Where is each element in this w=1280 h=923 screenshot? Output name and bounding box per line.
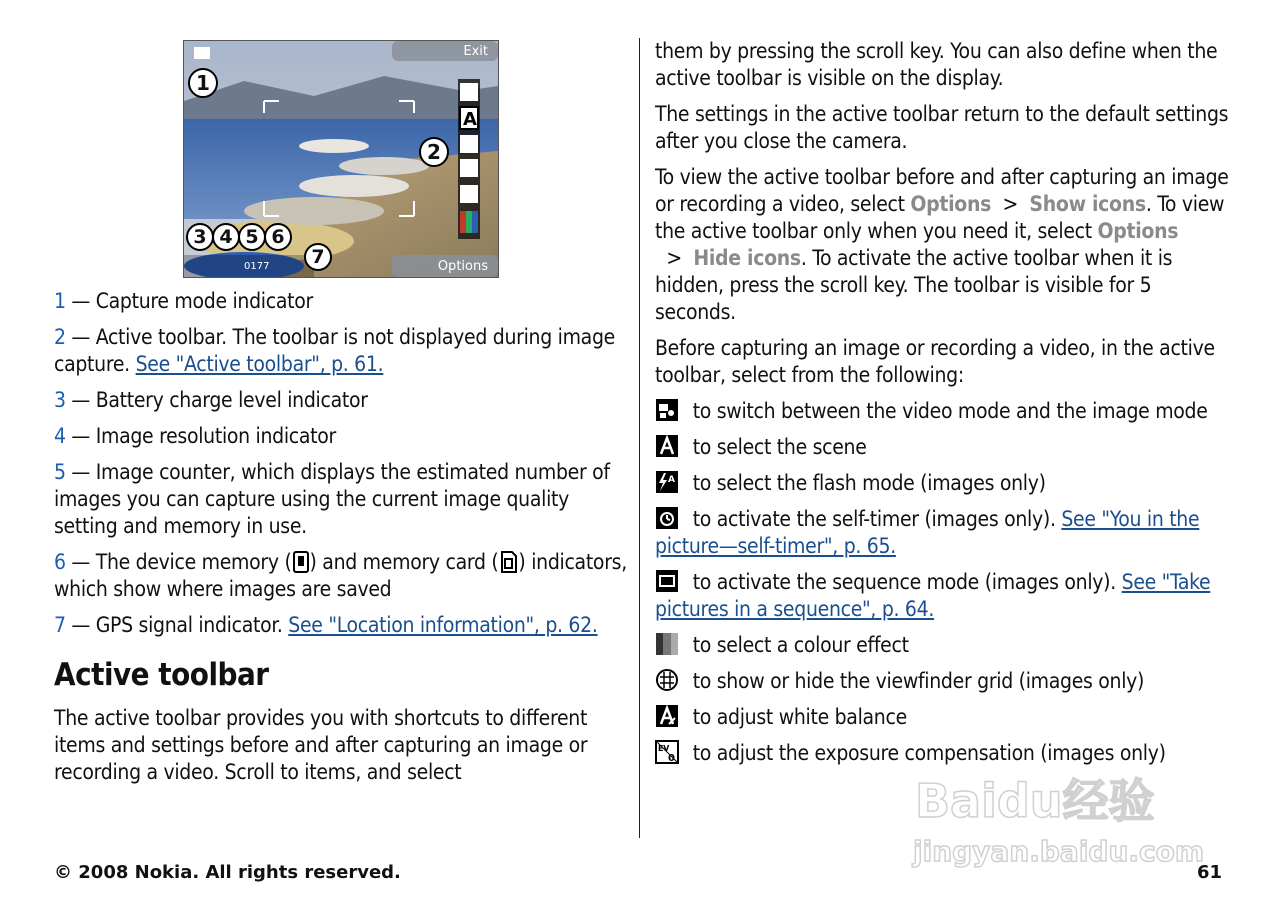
watermark-logo: Baidu经验 xyxy=(915,774,1155,828)
options-label[interactable]: Options xyxy=(437,259,488,274)
camera-viewfinder-screenshot xyxy=(183,40,499,278)
intro-paragraph: The active toolbar provides you with shortcuts to different items and settings before and after capturing an image or recording a video. Scroll to items, and select xyxy=(54,706,588,784)
option-grid: to show or hide the viewfinder grid (images only) xyxy=(655,668,1230,695)
svg-text:EV: EV xyxy=(658,744,670,753)
column-divider xyxy=(639,38,640,838)
self-timer-icon xyxy=(655,506,679,530)
callout-6: 6 xyxy=(264,223,292,251)
svg-text:A: A xyxy=(463,109,477,130)
exposure-icon xyxy=(655,740,679,764)
option-flash: A to select the flash mode (images only) xyxy=(655,470,1230,497)
menu-show-icons: Show icons xyxy=(1029,192,1146,216)
right-paragraph-1: them by pressing the scroll key. You can also define when the active toolbar is visible on the display. xyxy=(655,39,1218,90)
link-self-timer[interactable]: See "You in the picture—self-timer", p. 65. xyxy=(655,507,1200,558)
watermark-url: jingyan.baidu.com xyxy=(913,835,1205,868)
option-video-image: to switch between the video mode and the image mode xyxy=(655,398,1230,425)
video-image-switch-icon xyxy=(655,398,679,422)
left-column xyxy=(54,288,629,795)
section-heading: Active toolbar xyxy=(54,657,269,693)
callout-4: 4 xyxy=(212,223,240,251)
legend-item-1: 1 — Capture mode indicator xyxy=(54,289,313,313)
menu-options: Options xyxy=(910,192,992,216)
svg-text:A: A xyxy=(668,475,675,485)
scene-icon xyxy=(655,434,679,458)
baidu-watermark xyxy=(905,735,1205,875)
option-scene: to select the scene xyxy=(655,434,1230,461)
sequence-icon xyxy=(655,569,679,593)
image-counter: 0177 xyxy=(244,261,270,272)
legend-item-3: 3 — Battery charge level indicator xyxy=(54,388,368,412)
menu-hide-icons: Hide icons xyxy=(693,246,801,270)
legend-item-7: 7 — GPS signal indicator. See "Location information", p. 62. xyxy=(54,613,598,637)
legend-item-5: 5 — Image counter, which displays the estimated number of images you can capture using the current image quality setting and memory in use. xyxy=(54,460,610,538)
legend-item-4: 4 — Image resolution indicator xyxy=(54,424,336,448)
link-location-information[interactable]: See "Location information", p. 62. xyxy=(288,613,598,637)
option-sequence: to activate the sequence mode (images only). See "Take pictures in a sequence", p. 64. xyxy=(655,570,1211,621)
right-paragraph-2: The settings in the active toolbar return to the default settings after you close the camera. xyxy=(655,102,1229,153)
option-exposure: EV 0 to adjust the exposure compensation (images only) xyxy=(655,740,1230,767)
page-number: 61 xyxy=(1196,862,1222,883)
grid-icon xyxy=(655,668,679,692)
link-sequence[interactable]: See "Take pictures in a sequence", p. 64. xyxy=(655,570,1211,621)
legend-item-6: 6 — The device memory ( ) and memory card ( ) indicators, which show where images are saved xyxy=(54,550,627,601)
menu-options-2: Options xyxy=(1097,219,1179,243)
legend-item-2: 2 — Active toolbar. The toolbar is not displayed during image capture. See "Active toolbar", p. 61. xyxy=(54,325,615,376)
device-memory-icon xyxy=(292,550,310,574)
callout-5: 5 xyxy=(238,223,266,251)
right-paragraph-3: To view the active toolbar before and after capturing an image or recording a video, select Options > Show icons. To view the active toolbar only when you need it, select Options > Hide icons. To activate the active toolbar when it is hidden, press the scroll key. The toolbar is visible for 5 seconds. xyxy=(655,165,1229,324)
option-colour-effect: to select a colour effect xyxy=(655,632,1230,659)
link-active-toolbar[interactable]: See "Active toolbar", p. 61. xyxy=(135,352,384,376)
callout-3: 3 xyxy=(186,223,214,251)
flash-icon xyxy=(655,470,679,494)
right-column xyxy=(655,38,1230,776)
callout-2: 2 xyxy=(419,137,449,167)
svg-text:0: 0 xyxy=(668,753,675,764)
memory-card-icon xyxy=(498,550,518,574)
copyright: © 2008 Nokia. All rights reserved. xyxy=(54,862,401,883)
exit-label[interactable]: Exit xyxy=(463,44,488,59)
white-balance-icon xyxy=(655,704,679,728)
callout-1: 1 xyxy=(188,68,218,98)
colour-effect-icon xyxy=(655,632,679,656)
option-white-balance: to adjust white balance xyxy=(655,704,1230,731)
callout-7: 7 xyxy=(304,243,332,271)
right-paragraph-4: Before capturing an image or recording a video, in the active toolbar, select from the following: xyxy=(655,336,1215,387)
option-self-timer: to activate the self-timer (images only). See "You in the picture—self-timer", p. 65. xyxy=(655,507,1200,558)
